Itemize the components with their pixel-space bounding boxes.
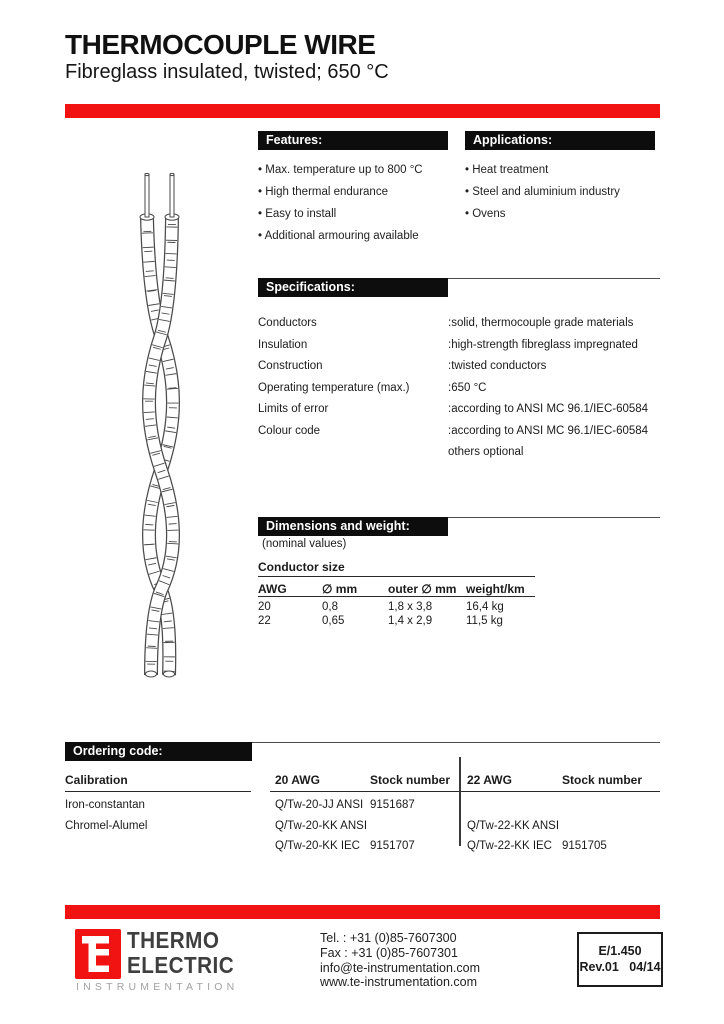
specification-value: :solid, thermocouple grade materials — [448, 317, 634, 329]
logo-text-instrumentation: INSTRUMENTATION — [76, 981, 239, 993]
specification-row — [258, 360, 660, 382]
dimensions-section-header: Dimensions and weight: — [258, 517, 448, 536]
ordering-rows — [65, 795, 660, 857]
application-item: • Steel and aluminium industry — [465, 186, 620, 198]
specification-label: Colour code — [258, 424, 321, 437]
application-item: • Ovens — [465, 208, 620, 220]
conductor-size-column-header: outer ∅ mm — [388, 582, 457, 596]
code-22awg-cell: Q/Tw-22-KK ANSI — [467, 819, 560, 832]
code-22awg-cell: Q/Tw-22-KK IEC — [467, 840, 552, 852]
ordering-column-header: Stock number — [370, 773, 451, 787]
stock-22awg-cell — [562, 795, 660, 816]
doc-revision: Rev.01 04/14 — [579, 960, 661, 974]
specification-value: :according to ANSI MC 96.1/IEC-60584 — [448, 403, 649, 415]
specifications-section-header: Specifications: — [258, 278, 448, 297]
stock-22awg-cell — [562, 816, 660, 837]
applications-section-header: Applications: — [465, 131, 655, 150]
feature-item: • Max. temperature up to 800 °C — [258, 164, 423, 176]
ordering-column-headers — [65, 773, 660, 787]
outer-diameter-cell: 1,4 x 2,9 — [388, 614, 433, 627]
ordering-header-rule — [252, 742, 660, 743]
applications-list — [465, 164, 620, 230]
specification-value: :twisted conductors — [448, 360, 547, 372]
outer-diameter-cell: 1,8 x 3,8 — [388, 601, 433, 613]
calibration-cell — [65, 836, 275, 857]
ordering-column-header: 22 AWG — [467, 773, 512, 787]
ordering-column-header: Calibration — [65, 773, 128, 787]
ordering-section-header: Ordering code: — [65, 742, 252, 761]
code-20awg-cell: Q/Tw-20-JJ ANSI — [275, 799, 364, 811]
specification-label: Limits of error — [258, 403, 329, 415]
ordering-rule-right — [270, 791, 660, 792]
contact-line: www.te-instrumentation.com — [320, 975, 478, 990]
specification-label: Operating temperature (max.) — [258, 381, 410, 394]
dimensions-note: (nominal values) — [262, 538, 347, 550]
specification-row — [258, 425, 660, 447]
stock-20awg-cell: 9151707 — [370, 840, 415, 852]
te-logo-icon — [75, 929, 121, 979]
feature-item: • Easy to install — [258, 208, 423, 220]
conductor-size-rule-mid — [258, 596, 535, 597]
awg-cell: 20 — [258, 601, 271, 613]
specification-label: Insulation — [258, 338, 308, 351]
page-title: THERMOCOUPLE WIRE — [65, 29, 376, 60]
ordering-rule-left — [65, 791, 251, 792]
conductor-size-column-header: weight/km — [466, 582, 525, 596]
page-subtitle: Fibreglass insulated, twisted; 650 °C — [65, 61, 389, 83]
contact-line: Fax : +31 (0)85-7607301 — [320, 945, 458, 960]
feature-item: • High thermal endurance — [258, 186, 423, 198]
stock-20awg-cell: 9151687 — [370, 799, 415, 811]
features-section-header: Features: — [258, 131, 448, 150]
weight-cell: 11,5 kg — [466, 614, 503, 627]
stock-20awg-cell — [370, 816, 467, 837]
conductor-size-column-headers — [258, 582, 566, 596]
conductor-size-rows — [258, 601, 566, 628]
specification-value: :650 °C — [448, 381, 487, 394]
dimensions-header-rule — [448, 517, 660, 518]
revision-box — [577, 932, 663, 987]
contact-line: Tel. : +31 (0)85-7607300 — [320, 931, 457, 945]
logo-text-thermo: THERMO — [127, 927, 220, 953]
doc-ref: E/1.450 — [598, 944, 642, 958]
specification-row — [258, 382, 660, 404]
weight-cell: 16,4 kg — [466, 601, 504, 613]
specification-row — [258, 317, 660, 339]
footer-accent-bar — [65, 905, 660, 919]
feature-item: • Additional armouring available — [258, 230, 423, 242]
logo-text-electric: ELECTRIC — [127, 952, 235, 978]
header-accent-bar — [65, 104, 660, 118]
calibration-cell: Chromel-Alumel — [65, 819, 148, 832]
conductor-size-title: Conductor size — [258, 560, 345, 574]
ordering-column-header: 20 AWG — [275, 773, 320, 787]
specification-label: Conductors — [258, 317, 317, 329]
features-list — [258, 164, 423, 252]
conductor-size-column-header: AWG — [258, 582, 287, 596]
diameter-cell: 0,8 — [322, 601, 338, 613]
specification-row — [258, 339, 660, 361]
conductor-size-column-header: ∅ mm — [322, 582, 358, 596]
calibration-cell: Iron-constantan — [65, 799, 145, 811]
stock-22awg-cell: 9151705 — [562, 840, 607, 852]
code-20awg-cell: Q/Tw-20-KK ANSI — [275, 819, 368, 832]
conductor-size-rule-top — [258, 576, 535, 577]
specification-row — [258, 403, 660, 425]
application-item: • Heat treatment — [465, 164, 620, 176]
ordering-column-header: Stock number — [562, 773, 643, 787]
specifications-table — [258, 317, 660, 468]
awg-cell: 22 — [258, 614, 271, 627]
contact-line: info@te-instrumentation.com — [320, 960, 480, 975]
specification-value: :according to ANSI MC 96.1/IEC-60584 — [448, 424, 649, 437]
code-20awg-cell: Q/Tw-20-KK IEC — [275, 840, 360, 852]
specification-value: others optional — [448, 446, 524, 458]
twisted-wire-illustration-icon — [125, 170, 200, 685]
specifications-header-rule — [448, 278, 660, 279]
code-22awg-cell — [467, 795, 562, 816]
specification-row — [258, 446, 660, 468]
specification-label: Construction — [258, 360, 323, 372]
contact-block — [320, 931, 480, 990]
specification-value: :high-strength fibreglass impregnated — [448, 338, 638, 351]
diameter-cell: 0,65 — [322, 614, 345, 627]
